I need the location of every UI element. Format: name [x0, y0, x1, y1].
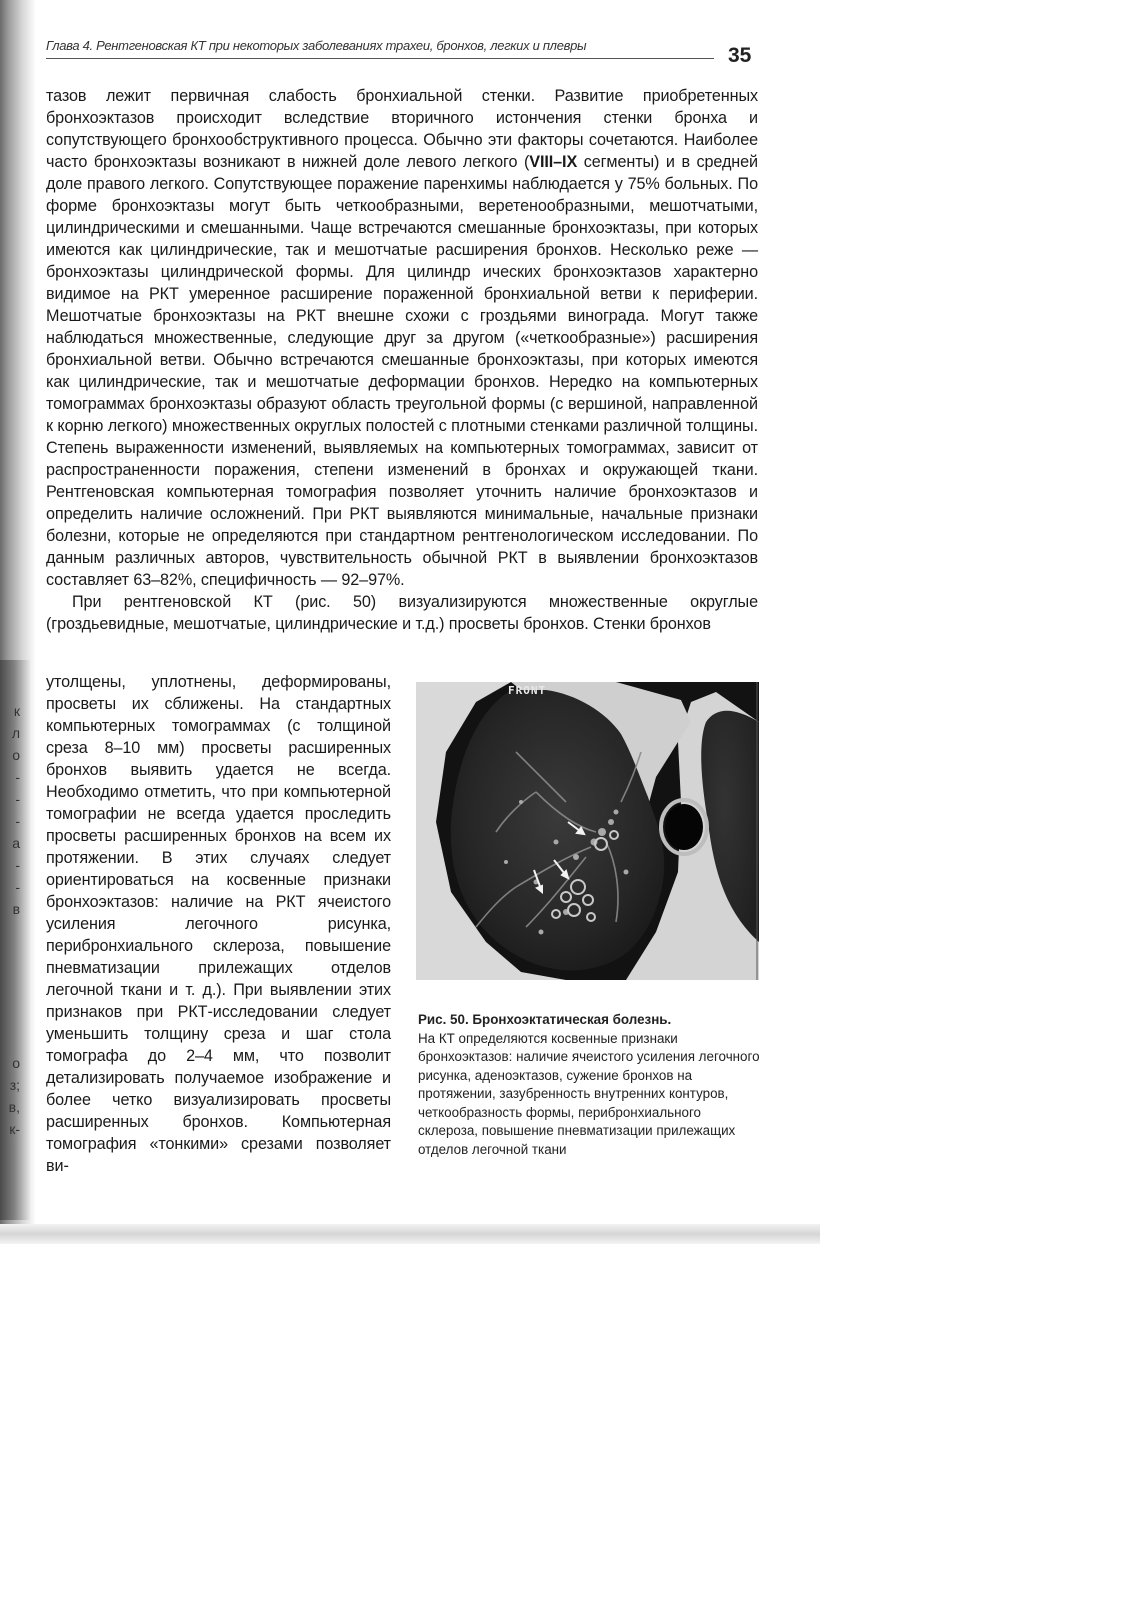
fragment: л: [11, 725, 20, 741]
paragraph-lead: При рентгеновской КТ (рис. 50) визуализируются множественные округлые (гроздьевидные, мешотчатые, цилиндрические и т.д.) просветы бронхов. Стенки бронхов: [46, 593, 758, 633]
segment-numbers: VIII–IX: [529, 153, 578, 171]
fragment: -: [15, 813, 20, 829]
fragment: -: [15, 879, 20, 895]
fragment: [0, 1008, 20, 1030]
fragment: -: [15, 791, 20, 807]
paragraph-text: тазов лежит первичная слабость бронхиальной стенки. Развитие приобретенных бронхоэктазов происходит вследствие вторичного истончения стенки бронха и сопутствующего бронхообструктивного процесса. Обычно эти факторы сочетаются. Наиболее часто бронхоэктазы возникают в нижней доле левого легкого (: [46, 87, 758, 171]
paragraph: [46, 85, 758, 591]
paragraph-text: сегменты) и в средней доле правого легкого. Сопутствующее поражение паренхимы наблюдается у 75% больных. По форме бронхоэктазы могут быть четкообразными, веретенообразными, мешотчатыми, цилиндрическими и смешанными. Чаще встречаются смешанные бронхоэктазы, при которых имеются как цилиндрические, так и мешотчатые расширения бронхов. Несколько реже — бронхоэктазы цилиндрической формы. Для цилиндр ических бронхоэктазов характерно видимое на РКТ умеренное расширение пораженной бронхиальной ветви к периферии. Мешотчатые бронхоэктазы на РКТ внешне схожи с гроздьями винограда. Могут также наблюдаться множественные, следующие друг за другом («четкообразные») расширения бронхиальной ветви. Обычно встречаются смешанные бронхоэктазы, при которых имеются как цилиндрические, так и мешотчатые деформации бронхов. Нередко на компьютерных томограммах бронхоэктазы образуют область треугольной формы (с вершиной, направленной к корню легкого) множественных округлых полостей с плотными стенками различной толщины. Степень выраженности изменений, выявляемых на компьютерных томограммах, зависит от распространенности поражения, степени изменений в бронхах и окружающей ткани. Рентгеновская компьютерная томография позволяет уточнить наличие бронхоэктазов и определить наличие осложнений. При РКТ выявляются минимальные, начальные признаки болезни, которые не определяются при стандартном рентгенологическом исследовании. По данным различных авторов, чувствительность обычной РКТ в выявлении бронхоэктазов составляет 63–82%, специфичность — 92–97%.: [46, 153, 758, 589]
fragment: [0, 986, 20, 1008]
fragment: о: [12, 1055, 20, 1071]
figure-caption: [418, 1011, 760, 1159]
fragment: з;: [9, 1077, 20, 1093]
scan-edge-band: [0, 1224, 820, 1244]
fragment: [0, 920, 20, 942]
main-text: [46, 85, 758, 635]
ct-orientation-label: FRONT: [508, 684, 547, 697]
fragment: к-: [9, 1121, 20, 1137]
caption-title: Рис. 50. Бронхоэктатическая болезнь.: [418, 1012, 672, 1027]
caption-text: На КТ определяются косвенные признаки бронхоэктазов: наличие ячеистого усиления легочного рисунка, аденоэктазов, сужение бронхов на протяжении, зазубренность внутренних контуров, четкообразность формы, перибронхиального склероза, повышение пневматизации прилежащих отделов легочной ткани: [418, 1030, 760, 1157]
fragment: -: [15, 857, 20, 873]
page-number: 35: [728, 44, 752, 67]
fragment: в: [12, 901, 20, 917]
fragment: а: [12, 835, 20, 851]
ct-scan-image: [416, 682, 759, 980]
fragment: [0, 1030, 20, 1052]
fragment: в,: [8, 1099, 20, 1115]
ct-figure: [416, 682, 759, 980]
fragment: [0, 942, 20, 964]
fragment: о: [12, 747, 20, 763]
fragment: к: [13, 703, 20, 719]
fragment: -: [15, 769, 20, 785]
facing-page-fragments: [0, 700, 20, 1140]
running-header: Глава 4. Рентгеновская КТ при некоторых заболеваниях трахеи, бронхов, легких и плевры: [46, 38, 714, 59]
wrapped-paragraph: утолщены, уплотнены, деформированы, просветы их сближены. На стандартных компьютерных томограммах (с толщиной среза 8–10 мм) просветы расширенных бронхов выявить удается не всегда. Необходимо отметить, что при компьютерной томографии не всегда удается проследить просветы расширенных бронхов на всем их протяжении. В этих случаях следует ориентироваться на косвенные признаки бронхоэктазов: наличие на РКТ ячеистого усиления легочного рисунка, перибронхиального склероза, повышение пневматизации прилежащих отделов легочной ткани и т. д.). При выявлении этих признаков при РКТ-исследовании следует уменьшить толщину среза и шаг стола томографа до 2–4 мм, что позволит детализировать получаемое изображение и более четко визуализировать просветы расширенных бронхов. Компьютерная томография «тонкими» срезами позволяет ви-: [46, 673, 391, 1175]
fragment: [0, 964, 20, 986]
